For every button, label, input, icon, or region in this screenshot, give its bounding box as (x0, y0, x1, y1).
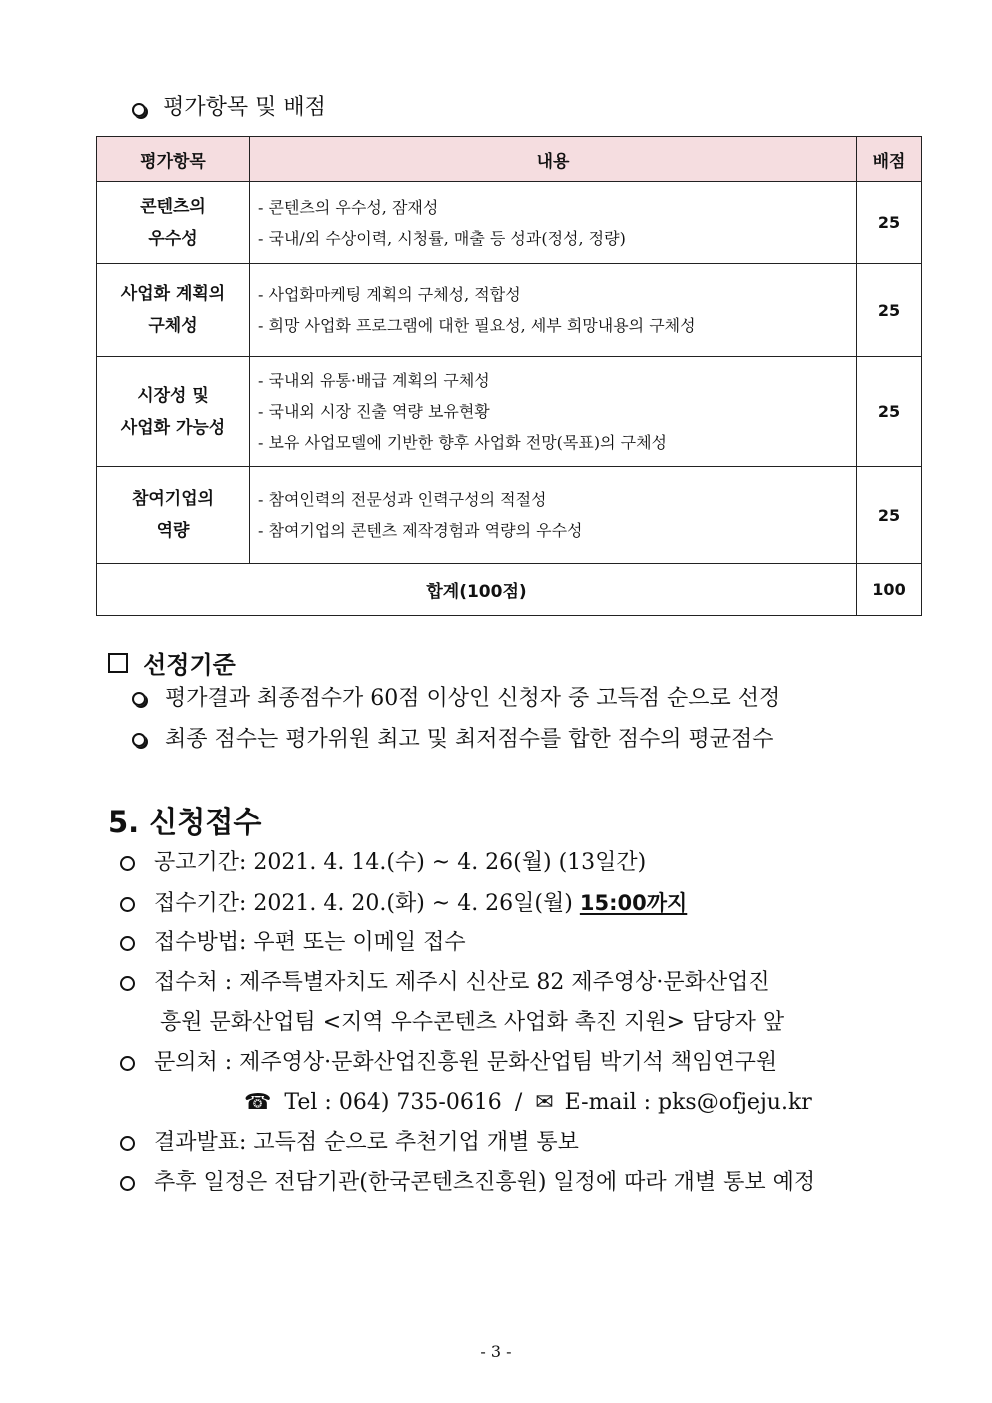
table-header-row (97, 137, 922, 182)
score-cell: 25 (857, 182, 922, 264)
receipt-item: 접수기간: 2021. 4. 20.(화) ~ 4. 26일(월) 15:00까지 (120, 888, 687, 919)
page-number: - 3 - (480, 1342, 512, 1361)
header-item: 평가항목 (97, 137, 250, 182)
circle-bullet-icon (120, 1056, 135, 1071)
score-cell: 25 (857, 264, 922, 357)
circle-bullet-icon (132, 692, 146, 706)
score-cell: 25 (857, 467, 922, 564)
header-content: 내용 (250, 137, 857, 182)
item-cell: 사업화 계획의 구체성 (97, 264, 250, 357)
deadline-text: 15:00까지 (579, 891, 688, 915)
schedule-item: 추후 일정은 전담기관(한국콘텐츠진흥원) 일정에 따라 개별 통보 예정 (120, 1168, 815, 1198)
square-bullet-icon (108, 653, 128, 673)
method-item: 접수방법: 우편 또는 이메일 접수 (120, 928, 466, 958)
table-total-row (97, 564, 922, 616)
circle-bullet-icon (120, 897, 135, 912)
selection-item: 평가결과 최종점수가 60점 이상인 신청자 중 고득점 순으로 선정 (132, 684, 780, 714)
table-row (97, 182, 922, 264)
contact-item: 문의처 : 제주영상·문화산업진흥원 문화산업팀 박기석 책임연구원 (120, 1048, 777, 1078)
circle-bullet-icon (132, 103, 146, 117)
content-cell: - 콘텐츠의 우수성, 잠재성 - 국내/외 수상이력, 시청률, 매출 등 성과(정성, 정량) (250, 182, 857, 264)
content-cell: - 참여인력의 전문성과 인력구성의 적절성 - 참여기업의 콘텐츠 제작경험과 역량의 우수성 (250, 467, 857, 564)
selection-item: 최종 점수는 평가위원 최고 및 최저점수를 합한 점수의 평균점수 (132, 725, 774, 755)
header-score: 배점 (857, 137, 922, 182)
content-cell: - 국내외 유통·배급 계획의 구체성 - 국내외 시장 진출 역량 보유현황 - 보유 사업모델에 기반한 향후 사업화 전망(목표)의 구체성 (250, 357, 857, 467)
circle-bullet-icon (120, 856, 135, 871)
total-label: 합계(100점) (97, 564, 857, 616)
circle-bullet-icon (120, 976, 135, 991)
circle-bullet-icon (120, 1136, 135, 1151)
score-cell: 25 (857, 357, 922, 467)
table-row (97, 467, 922, 564)
section5-title: 5. 신청접수 (108, 805, 262, 839)
item-cell: 시장성 및 사업화 가능성 (97, 357, 250, 467)
circle-bullet-icon (120, 1176, 135, 1191)
item-cell: 참여기업의 역량 (97, 467, 250, 564)
table-row (97, 264, 922, 357)
circle-bullet-icon (120, 936, 135, 951)
eval-heading: 평가항목 및 배점 (132, 90, 326, 121)
result-item: 결과발표: 고득점 순으로 추천기업 개별 통보 (120, 1128, 579, 1158)
period-item: 공고기간: 2021. 4. 14.(수) ~ 4. 26(월) (13일간) (120, 848, 646, 878)
circle-bullet-icon (132, 733, 146, 747)
contact-detail: ☎ Tel : 064) 735-0616 / ✉ E-mail : pks@ofjeju.kr (244, 1090, 812, 1115)
content-cell: - 사업화마케팅 계획의 구체성, 적합성 - 희망 사업화 프로그램에 대한 필요성, 세부 희망내용의 구체성 (250, 264, 857, 357)
score-table (96, 136, 922, 616)
mail-icon: ✉ (535, 1090, 554, 1115)
item-cell: 콘텐츠의 우수성 (97, 182, 250, 264)
place-item: 접수처 : 제주특별자치도 제주시 신산로 82 제주영상·문화산업진 (120, 968, 770, 998)
phone-icon: ☎ (244, 1090, 272, 1115)
total-score: 100 (857, 564, 922, 616)
table-row (97, 357, 922, 467)
selection-heading: 선정기준 (108, 645, 236, 680)
place-line2: 흥원 문화산업팀 <지역 우수콘텐츠 사업화 촉진 지원> 담당자 앞 (160, 1010, 785, 1035)
